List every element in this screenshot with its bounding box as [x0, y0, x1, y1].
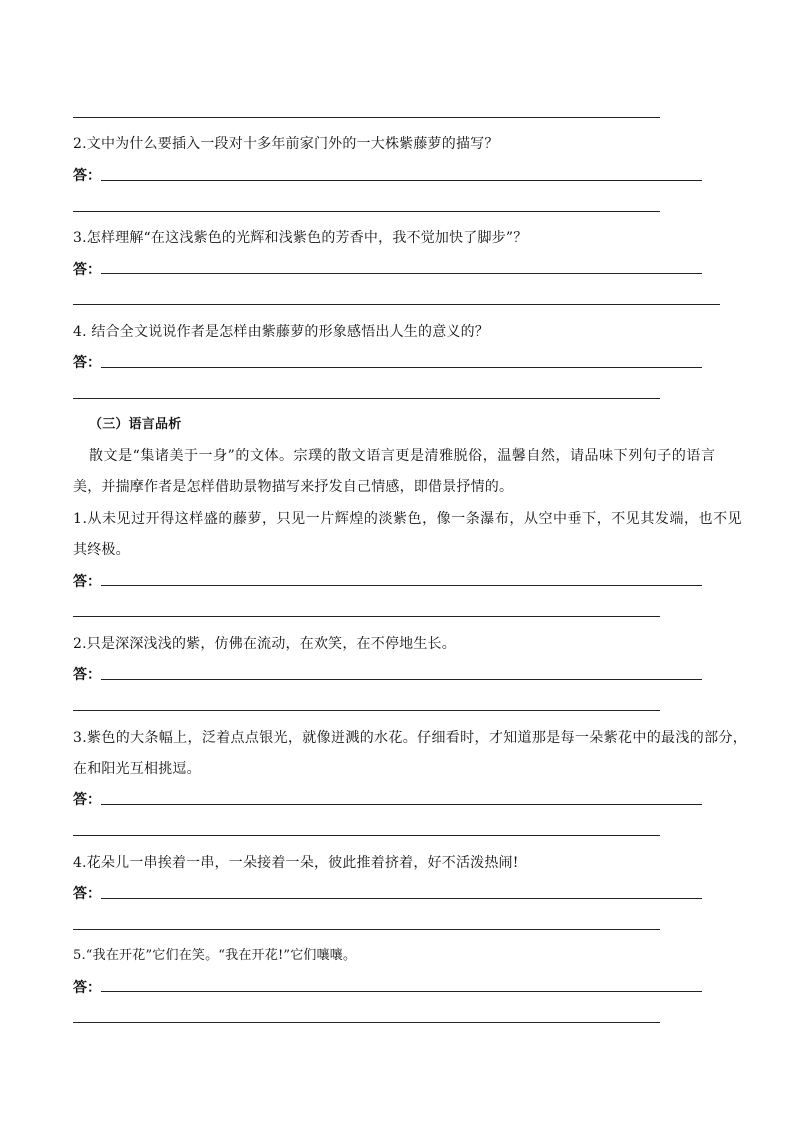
answer-line[interactable]	[101, 804, 702, 805]
answer-label: 答：	[73, 262, 101, 278]
answer-line[interactable]	[101, 991, 702, 992]
item-1-line1: 1.从未见过开得这样盛的藤萝，只见一片辉煌的淡紫色，像一条瀑布，从空中垂下，不见其发端，也不见	[73, 511, 743, 527]
question-3: 3.怎样理解“在这浅紫色的光辉和浅紫色的芳香中，我不觉加快了脚步”？	[73, 230, 528, 246]
answer-label: 答：	[73, 980, 101, 996]
item-2-line1: 2.只是深深浅浅的紫，仿佛在流动，在欢笑，在不停地生长。	[73, 636, 456, 652]
answer-line[interactable]	[73, 710, 660, 711]
answer-line[interactable]	[101, 585, 702, 586]
item-1-line2: 其终极。	[73, 542, 130, 558]
item-4-line1: 4.花朵儿一串挨着一串，一朵接着一朵，彼此推着挤着，好不活泼热闹!	[73, 855, 519, 871]
section-intro-line1: 散文是“集诸美于一身”的文体。宗璞的散文语言更是清雅脱俗，温馨自然，请品味下列句子的语言	[89, 448, 716, 464]
answer-line[interactable]	[101, 367, 702, 368]
answer-line[interactable]	[73, 398, 660, 399]
section-intro-line2: 美，并揣摩作者是怎样借助景物描写来抒发自己情感，即借景抒情的。	[73, 479, 514, 495]
item-5-line1: 5.“我在开花”它们在笑。“我在开花!”它们嚷嚷。	[73, 948, 357, 963]
answer-label: 答：	[73, 886, 101, 902]
question-4: 4. 结合全文说说作者是怎样由紫藤萝的形象感悟出人生的意义的？	[73, 324, 490, 340]
answer-line[interactable]	[101, 273, 702, 274]
answer-label: 答：	[73, 574, 101, 590]
answer-line[interactable]	[73, 929, 660, 930]
answer-label: 答：	[73, 168, 101, 184]
answer-line[interactable]	[73, 117, 660, 118]
answer-label: 答：	[73, 355, 101, 371]
answer-line[interactable]	[101, 180, 702, 181]
answer-line[interactable]	[73, 304, 720, 305]
answer-label: 答：	[73, 792, 101, 808]
answer-label: 答：	[73, 667, 101, 683]
item-3-line2: 在和阳光互相挑逗。	[73, 761, 201, 777]
answer-line[interactable]	[73, 835, 660, 836]
section-heading: （三）语言品析	[89, 417, 182, 432]
answer-line[interactable]	[73, 211, 660, 212]
question-2: 2.文中为什么要插入一段对十多年前家门外的一大株紫藤萝的描写？	[73, 136, 499, 152]
item-3-line1: 3.紫色的大条幅上，泛着点点银光，就像迸溅的水花。仔细看时，才知道那是每一朵紫花中的最浅的部分，	[73, 730, 748, 746]
answer-line[interactable]	[101, 679, 702, 680]
answer-line[interactable]	[73, 616, 660, 617]
answer-line[interactable]	[73, 1022, 660, 1023]
answer-line[interactable]	[101, 898, 702, 899]
